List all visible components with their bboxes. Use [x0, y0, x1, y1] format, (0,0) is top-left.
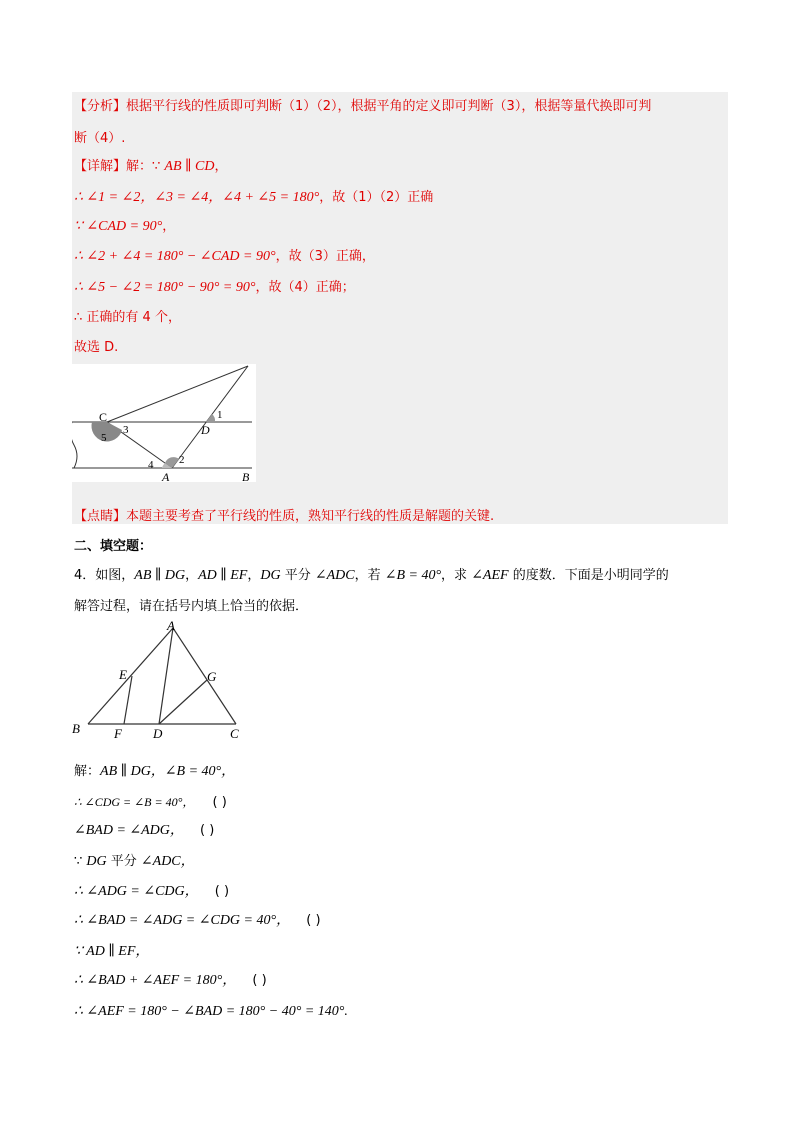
detail-math-5: ∴ ∠5 − ∠2 = 180° − 90° = 90°: [74, 280, 256, 295]
reason-blank-3[interactable]: ( ): [214, 884, 230, 899]
detail-label: 【详解】解：∵: [74, 159, 165, 174]
detail-text-2: ，故（1）（2）正确: [319, 190, 434, 205]
solution-math-3: ∠BAD = ∠ADG，: [74, 823, 184, 838]
solution-line-8: [74, 972, 267, 990]
solution-line-4: [74, 853, 195, 871]
solution-line-3: [74, 822, 214, 840]
label-1: 1: [217, 409, 223, 421]
solution-math-4a: DG: [86, 854, 107, 869]
solution-math-5: ∴ ∠ADG = ∠CDG，: [74, 884, 199, 899]
q4-sep-4: ，若: [354, 568, 385, 583]
q4-math-4: ∠ADC: [314, 568, 355, 583]
q4-sep-5: ，求: [441, 568, 472, 583]
because-symbol: ∵: [74, 854, 87, 869]
solution-math-2: ∴ ∠CDG = ∠B = 40°，: [74, 795, 195, 809]
solution-line-6: [74, 912, 321, 930]
reason-blank-2[interactable]: ( ): [200, 823, 215, 838]
detail-line-2: [74, 189, 433, 207]
section-heading: 二、填空题：: [74, 539, 153, 554]
label-C: C: [99, 410, 108, 424]
analysis-line-1: 【分析】根据平行线的性质即可判断（1）（2），根据平角的定义即可判断（3），根据等量代换即可判: [74, 99, 652, 114]
q4-intro: 4．如图，: [74, 568, 135, 583]
figure-parallel-lines: [72, 364, 256, 482]
reason-blank-5[interactable]: ( ): [252, 973, 267, 988]
detail-text-4: ，故（3）正确，: [275, 249, 375, 264]
solution-math-1: AB ∥ DG，∠B = 40°，: [100, 764, 236, 779]
label-B2: B: [72, 721, 80, 736]
solution-math-8: ∴ ∠BAD + ∠AEF = 180°，: [74, 973, 237, 988]
q4-sep-1: ，: [185, 568, 199, 583]
detail-line-1: [74, 158, 227, 176]
reason-blank-1[interactable]: ( ): [212, 795, 227, 810]
q4-sep-6: 的度数．下面是小明同学的: [508, 568, 669, 583]
detail-text-5: ，故（4）正确；: [255, 280, 355, 295]
label-G2: G: [207, 669, 217, 684]
detail-math-3: ∵ ∠CAD = 90°: [74, 219, 163, 234]
label-F2: F: [114, 726, 122, 741]
q4-math-6: ∠AEF: [471, 568, 509, 583]
detail-line-3: [74, 218, 175, 236]
solution-math-6: ∴ ∠BAD = ∠ADG = ∠CDG = 40°，: [74, 913, 291, 928]
q4-sep-2: ，: [247, 568, 261, 583]
q4-sep-3: 平分: [280, 568, 315, 583]
label-3: 3: [123, 424, 129, 436]
detail-math-1: AB ∥ CD: [164, 159, 215, 174]
comment-line: 【点睛】本题主要考查了平行线的性质，熟知平行线的性质是解题的关键.: [74, 509, 495, 524]
solution-math-7: ∵ AD ∥ EF，: [74, 944, 150, 959]
detail-line-5: [74, 279, 355, 297]
q4-line-2: 解答过程，请在括号内填上恰当的依据．: [74, 599, 309, 614]
reason-blank-4[interactable]: ( ): [306, 913, 321, 928]
solution-line-9: [74, 1003, 348, 1021]
label-B: B: [242, 470, 250, 482]
detail-line-6: ∴ 正确的有 4 个，: [74, 310, 181, 325]
detail-math-4: ∴ ∠2 + ∠4 = 180° − ∠CAD = 90°: [74, 249, 276, 264]
label-D2: D: [153, 726, 163, 741]
detail-line-4: [74, 248, 375, 266]
solution-text-4: 平分: [106, 854, 141, 869]
label-C2: C: [230, 726, 239, 741]
label-D: D: [201, 423, 210, 437]
solution-line-5: [74, 883, 229, 901]
label-2: 2: [179, 454, 185, 466]
detail-math-2: ∴ ∠1 = ∠2，∠3 = ∠4，∠4 + ∠5 = 180°: [74, 190, 320, 205]
label-5: 5: [101, 432, 107, 444]
solution-intro: 解：: [74, 764, 101, 779]
q4-math-3: DG: [260, 568, 281, 583]
solution-line-7: [74, 943, 149, 961]
label-4: 4: [148, 459, 154, 471]
q4-math-2: AD ∥ EF: [198, 568, 248, 583]
figure-triangle: [70, 618, 250, 744]
detail-line-7: 故选 D.: [74, 340, 119, 355]
solution-line-2: [74, 793, 227, 812]
detail-comma: ，: [214, 159, 228, 174]
label-A: A: [162, 470, 170, 482]
detail-text-3: ，: [162, 219, 176, 234]
label-A2: A: [167, 618, 175, 633]
q4-math-1: AB ∥ DG: [134, 568, 186, 583]
label-E2: E: [119, 667, 127, 682]
solution-line-1: [74, 763, 235, 781]
analysis-line-2: 断（4）.: [74, 131, 126, 146]
q4-line-1: [74, 567, 669, 585]
q4-math-5: ∠B = 40°: [384, 568, 442, 583]
solution-math-4b: ∠ADC，: [140, 854, 195, 869]
solution-math-9: ∴ ∠AEF = 180° − ∠BAD = 180° − 40° = 140°.: [74, 1004, 348, 1019]
